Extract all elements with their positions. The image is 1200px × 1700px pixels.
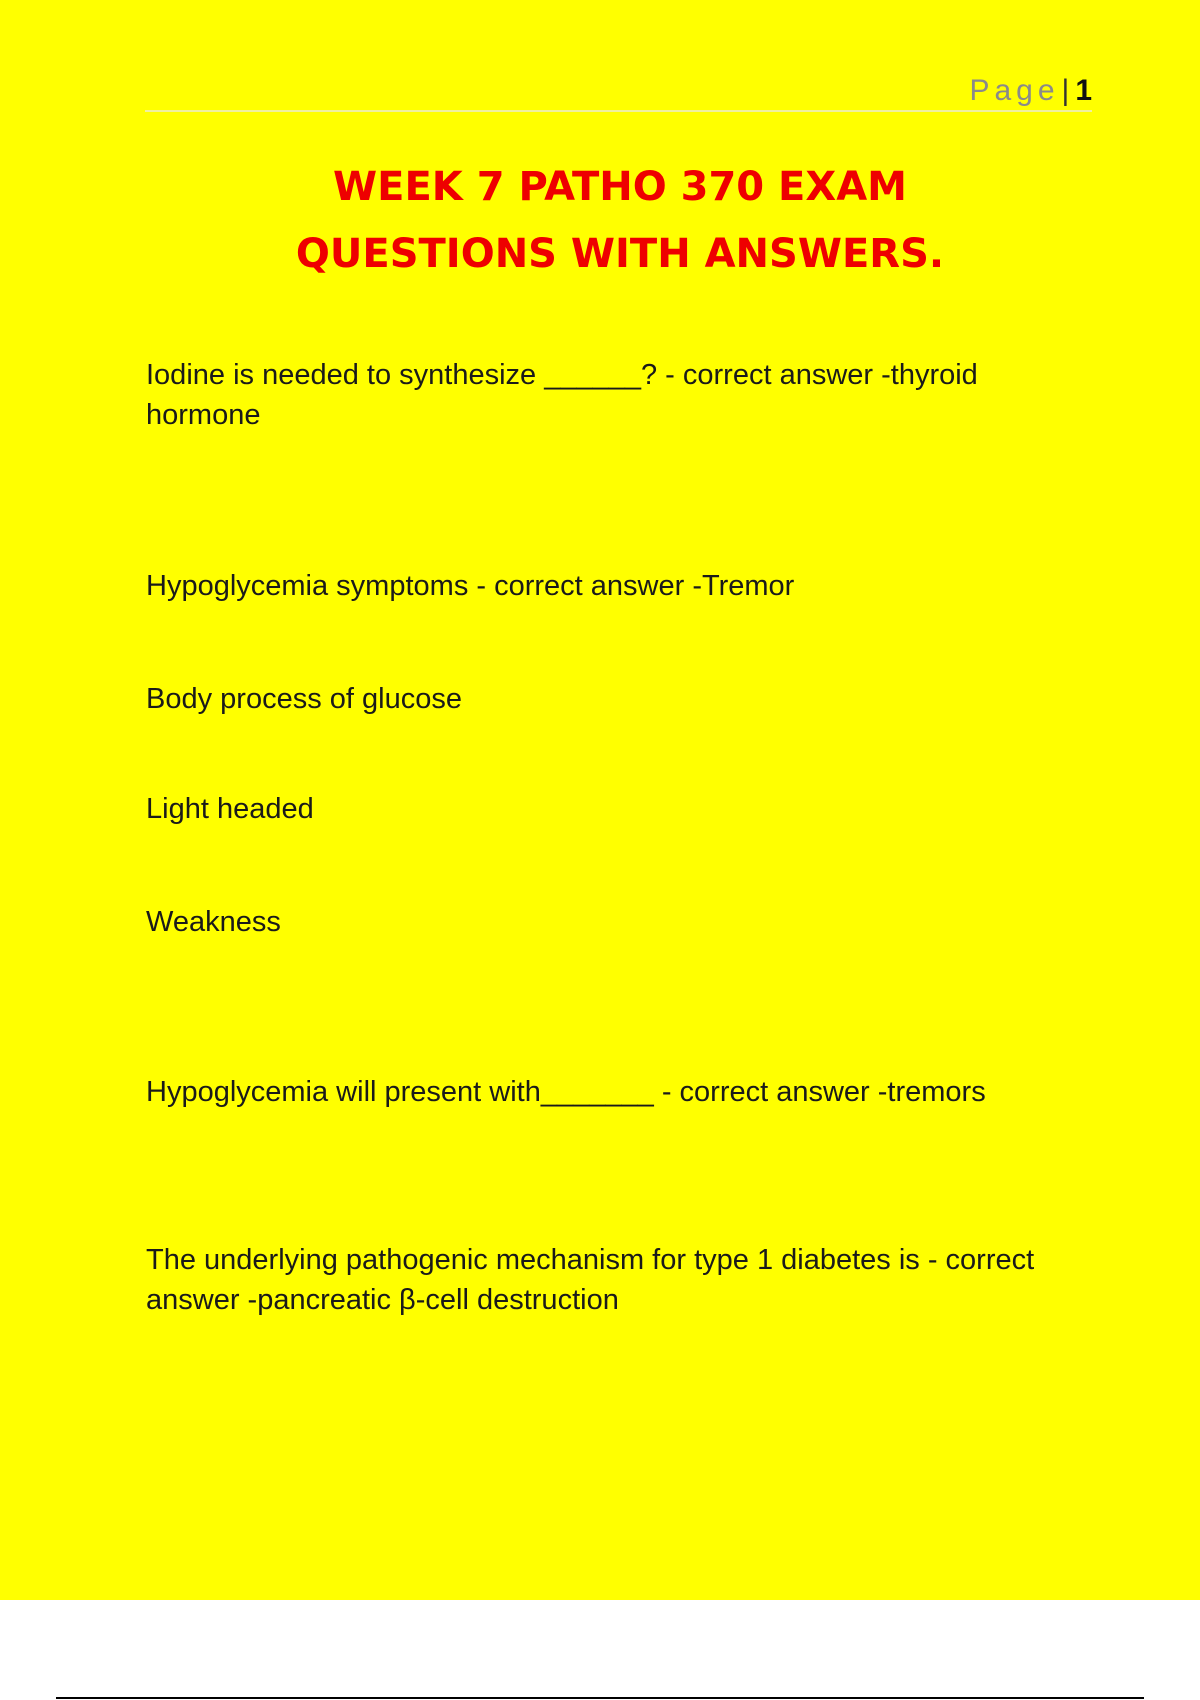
qa-item-body-process: Body process of glucose [146, 683, 462, 715]
qa-item-weakness: Weakness [146, 906, 281, 938]
page-number: 1 [1075, 74, 1092, 107]
page-separator: | [1061, 74, 1070, 107]
page-header [969, 74, 1092, 108]
qa-item-iodine: Iodine is needed to synthesize ______? - correct answer -thyroid hormone [146, 359, 978, 431]
title-line-2: QUESTIONS WITH ANSWERS. [295, 231, 945, 277]
header-divider [145, 110, 1092, 112]
qa-item-light-headed: Light headed [146, 793, 314, 825]
qa-item-type1-diabetes: The underlying pathogenic mechanism for type 1 diabetes is - correct answer -pancreatic β-cell destruction [146, 1244, 1035, 1316]
title-line-1: WEEK 7 PATHO 370 EXAM [333, 164, 907, 210]
qa-item-hypoglycemia-symptoms: Hypoglycemia symptoms - correct answer -Tremor [146, 570, 795, 602]
qa-item-hypoglycemia-present: Hypoglycemia will present with_______ - correct answer -tremors [146, 1076, 986, 1108]
page-bottom-divider [56, 1697, 1144, 1699]
page-word: Page [969, 74, 1060, 107]
document-title [120, 154, 1120, 288]
